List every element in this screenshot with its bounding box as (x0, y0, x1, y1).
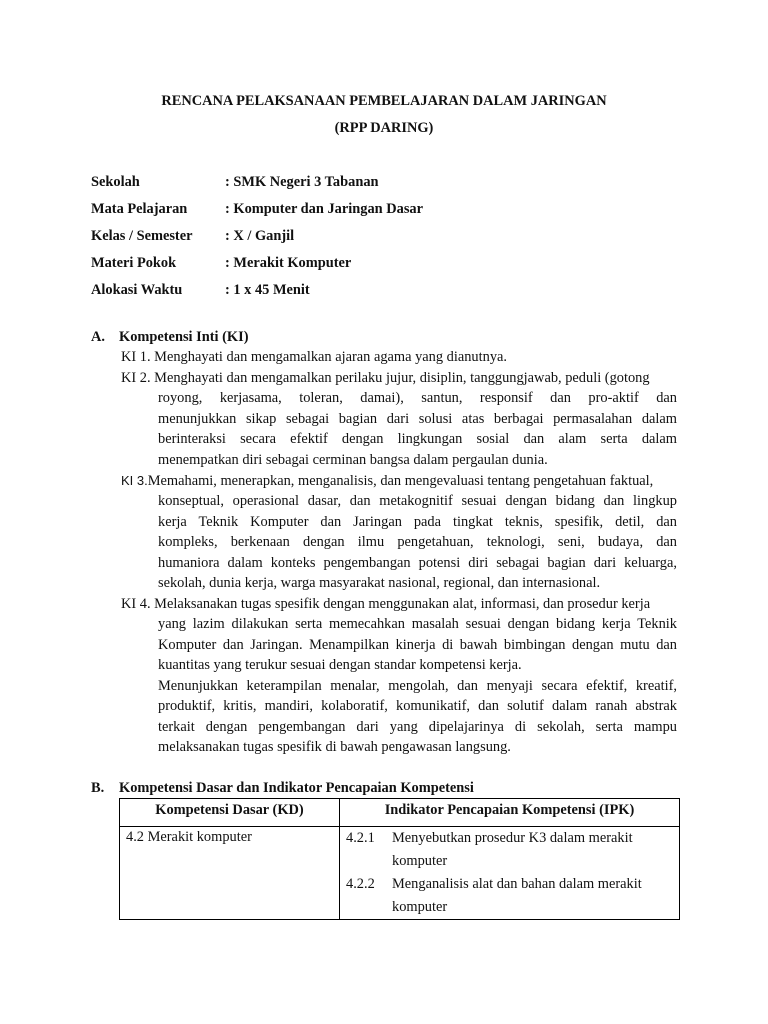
identity-value: : 1 x 45 Menit (225, 282, 310, 298)
ki4-line: terkait dengan pengembangan dari yang dipelajarinya di sekolah, serta mampu (158, 719, 677, 735)
ki3-first-line (121, 471, 653, 491)
section-b-marker: B. (91, 780, 105, 796)
identity-label: Kelas / Semester (91, 228, 193, 244)
ki3-line: kerja Teknik Komputer dan Jaringan pada tingkat teknis, spesifik, detil, dan (158, 514, 677, 530)
document-subtitle: (RPP DARING) (334, 120, 434, 136)
ki4-line: melaksanakan tugas spesifik di bawah pengawasan langsung. (158, 739, 511, 755)
table-header-kd: Kompetensi Dasar (KD) (120, 799, 340, 827)
ipk-text-cont: komputer (392, 853, 448, 869)
ki2-line: royong, kerjasama, toleran, damai), santun, responsif dan pro-aktif dan (158, 390, 677, 406)
identity-label: Materi Pokok (91, 255, 177, 271)
identity-value: : Komputer dan Jaringan Dasar (225, 201, 424, 217)
identity-value: : X / Ganjil (225, 228, 295, 244)
ipk-number: 4.2.1 (346, 830, 375, 846)
ki2-line: berinteraksi secara efektif dengan lingkungan sosial dan alam serta dalam (158, 431, 677, 447)
document-title: RENCANA PELAKSANAAN PEMBELAJARAN DALAM JARINGAN (161, 93, 607, 109)
table-row (120, 827, 680, 920)
kd-cell (120, 827, 340, 920)
section-a-heading: Kompetensi Inti (KI) (119, 329, 249, 345)
ki4-first-line: KI 4. Melaksanakan tugas spesifik dengan menggunakan alat, informasi, dan prosedur kerja (121, 596, 651, 612)
ipk-text: Menganalisis alat dan bahan dalam merakit (392, 876, 642, 892)
identity-value: : Merakit Komputer (225, 255, 352, 271)
ki2-first-line: KI 2. Menghayati dan mengamalkan perilaku jujur, disiplin, tanggungjawab, peduli (gotong (121, 370, 650, 386)
kd-value: 4.2 Merakit komputer (126, 829, 252, 845)
identity-value: : SMK Negeri 3 Tabanan (225, 174, 379, 190)
ipk-list (340, 827, 679, 919)
ki4-line: Komputer dan Jaringan. Menampilkan kinerja di bawah bimbingan dengan mutu dan (158, 637, 677, 653)
kd-ipk-table (119, 798, 680, 920)
ki4-line: Menunjukkan keterampilan menalar, mengolah, dan menyaji secara efektif, kreatif, (158, 678, 677, 694)
ipk-text-cont: komputer (392, 899, 448, 915)
ki3-line: humaniora dalam konteks pengembangan potensi diri sebagai bagian dari keluarga, (158, 555, 677, 571)
ki4-line: kuantitas yang terukur sesuai dengan standar kompetensi kerja. (158, 657, 522, 673)
ki4-line: produktif, kritis, mandiri, kolaboratif, komunikatif, dan solutif dalam ranah abstrak (158, 698, 677, 714)
identity-label: Mata Pelajaran (91, 201, 188, 217)
ki3-first-text: Memahami, menerapkan, menganalisis, dan mengevaluasi tentang pengetahuan faktual, (147, 473, 654, 489)
table-header-row (120, 799, 680, 827)
ki4-line: yang lazim dilakukan serta memecahkan masalah sesuai dengan bidang kerja Teknik (158, 616, 677, 632)
ki2-line: menunjukkan sikap sebagai bagian dari solusi atas berbagai permasalahan dalam (158, 411, 677, 427)
ipk-cell (340, 827, 680, 920)
ki3-line: konseptual, operasional dasar, dan metakognitif sesuai dengan bidang dan lingkup (158, 493, 677, 509)
section-b-heading: Kompetensi Dasar dan Indikator Pencapaian Kompetensi (119, 780, 474, 796)
ki3-line: kompleks, berkenaan dengan ilmu pengetahuan, teknologi, seni, budaya, dan (158, 534, 677, 550)
ki3-prefix: KI 3. (121, 473, 148, 488)
ki3-line: sekolah, dunia kerja, warga masyarakat nasional, regional, dan internasional. (158, 575, 601, 591)
ki2-line: menempatkan diri sebagai cerminan bangsa dalam pergaulan dunia. (158, 452, 548, 468)
ipk-text: Menyebutkan prosedur K3 dalam merakit (392, 830, 633, 846)
section-a-marker: A. (91, 329, 105, 345)
ipk-number: 4.2.2 (346, 876, 375, 892)
identity-label: Alokasi Waktu (91, 282, 183, 298)
ki1-text: KI 1. Menghayati dan mengamalkan ajaran agama yang dianutnya. (121, 349, 508, 365)
table-header-ipk: Indikator Pencapaian Kompetensi (IPK) (340, 799, 680, 827)
identity-label: Sekolah (91, 174, 140, 190)
